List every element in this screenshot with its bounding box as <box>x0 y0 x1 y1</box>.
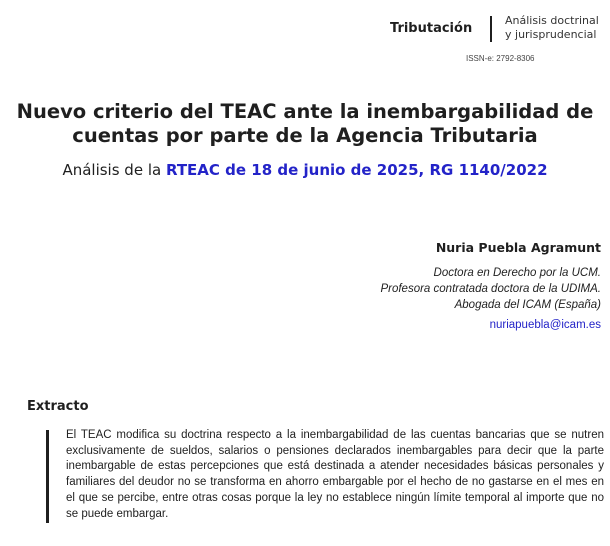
journal-brand: Tributación <box>390 21 473 36</box>
extract-heading: Extracto <box>27 399 89 414</box>
extract-accent-bar <box>46 430 49 523</box>
extract-body: El TEAC modifica su doctrina respecto a la inembargabilidad de las cuentas bancarias que se nutren exclusivamente de sueldos, salarios o pensiones declarados inembargables para decir que la parte inembargable de estas percepciones que está destinada a atender necesidades básicas personales y familiares del deudor no se transforma en ahorro embargable por el hecho de no gastarse en el mes en el que se percibe, entre otras cosas porque la ley no establece ningún límite temporal al importe que no se puede embargar. <box>66 429 604 520</box>
subtitle-link[interactable]: RTEAC de 18 de junio de 2025, RG 1140/2022 <box>165 161 548 179</box>
article-subtitle <box>10 161 600 179</box>
author-affiliation: Profesora contratada doctora de la UDIMA. <box>380 283 601 295</box>
author-block <box>380 240 601 331</box>
header-divider <box>490 16 492 42</box>
author-name: Nuria Puebla Agramunt <box>435 240 601 255</box>
author-email-link[interactable]: nuriapuebla@icam.es <box>489 319 601 331</box>
author-affiliation: Doctora en Derecho por la UCM. <box>433 267 601 279</box>
author-affiliation: Abogada del ICAM (España) <box>454 299 601 311</box>
journal-header <box>0 14 610 74</box>
article-title: Nuevo criterio del TEAC ante la inembargabilidad de cuentas por parte de la Agencia Tributaria <box>16 100 594 147</box>
subtitle-prefix: Análisis de la <box>62 161 166 179</box>
journal-section-line2: y jurisprudencial <box>505 28 597 41</box>
issn-label: ISSN-e: 2792-8306 <box>466 54 535 63</box>
journal-section-line1: Análisis doctrinal <box>505 14 599 27</box>
journal-section <box>505 14 605 42</box>
